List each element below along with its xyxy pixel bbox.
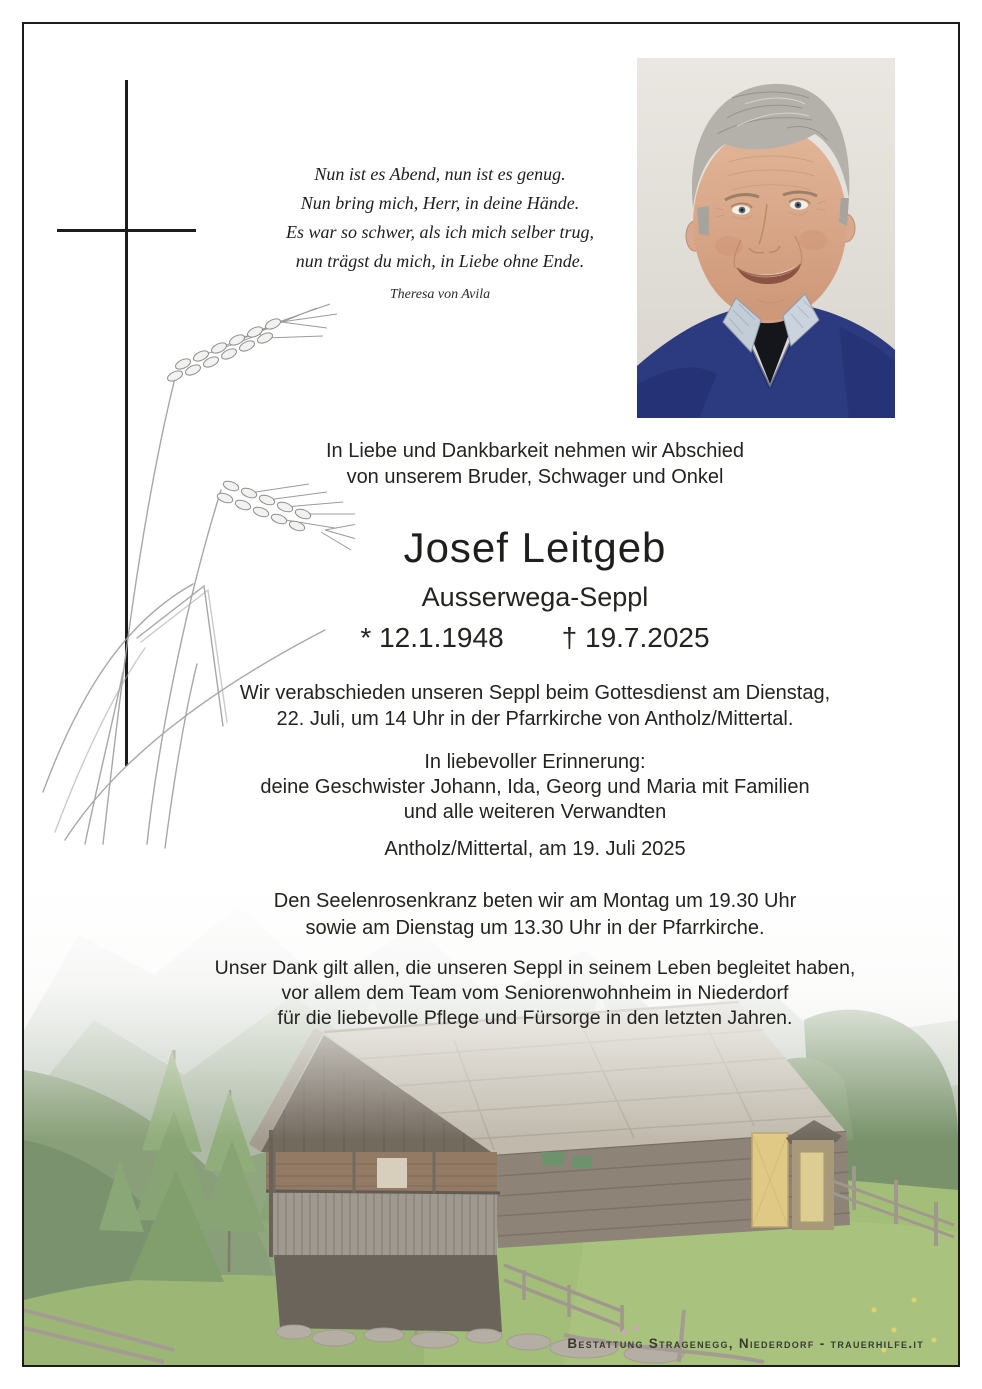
thanks-line: Unser Dank gilt allen, die unseren Seppl in seinem Leben begleitet haben,	[214, 957, 856, 979]
poem-attribution: Theresa von Avila	[389, 287, 491, 302]
alpine-barn-landscape-photo	[24, 880, 958, 1365]
thanks-line: für die liebevolle Pflege und Fürsorge in den letzten Jahren.	[277, 1007, 793, 1029]
intro-line: von unserem Bruder, Schwager und Onkel	[346, 466, 724, 488]
place-date-line: Antholz/Mittertal, am 19. Juli 2025	[384, 838, 686, 860]
remembrance-line: und alle weiteren Verwandten	[403, 801, 667, 823]
thanks-text	[112, 956, 958, 1031]
deceased-nickname: Ausserwega-Seppl	[421, 582, 649, 612]
life-dates	[112, 622, 958, 654]
birth-date: * 12.1.1948	[360, 622, 504, 653]
intro-text	[112, 438, 958, 490]
remembrance-line: In liebevoller Erinnerung:	[424, 751, 646, 773]
deceased-name: Josef Leitgeb	[403, 524, 667, 571]
poem-line: Nun ist es Abend, nun ist es genug.	[314, 164, 566, 184]
death-date: † 19.7.2025	[561, 622, 710, 653]
service-line: 22. Juli, um 14 Uhr in der Pfarrkirche von Antholz/Mittertal.	[276, 708, 794, 730]
poem-line: nun trägst du mich, in Liebe ohne Ende.	[295, 251, 585, 271]
service-text	[112, 680, 958, 732]
poem-line: Nun bring mich, Herr, in deine Hände.	[300, 193, 580, 213]
funeral-home-credit: Bestattung Stragenegg, Niederdorf - trauerhilfe.it	[567, 1336, 924, 1351]
thanks-line: vor allem dem Team vom Seniorenwohnheim in Niederdorf	[281, 982, 789, 1004]
rosary-line: sowie am Dienstag um 13.30 Uhr in der Pfarrkirche.	[305, 917, 765, 939]
intro-line: In Liebe und Dankbarkeit nehmen wir Abschied	[325, 440, 745, 462]
poem	[140, 160, 740, 276]
poem-line: Es war so schwer, als ich mich selber trug,	[286, 222, 594, 242]
remembrance-text	[112, 750, 958, 825]
rosary-line: Den Seelenrosenkranz beten wir am Montag um 19.30 Uhr	[273, 890, 797, 912]
rosary-text	[112, 888, 958, 942]
service-line: Wir verabschieden unseren Seppl beim Gottesdienst am Dienstag,	[239, 682, 831, 704]
remembrance-line: deine Geschwister Johann, Ida, Georg und Maria mit Familien	[260, 776, 810, 798]
